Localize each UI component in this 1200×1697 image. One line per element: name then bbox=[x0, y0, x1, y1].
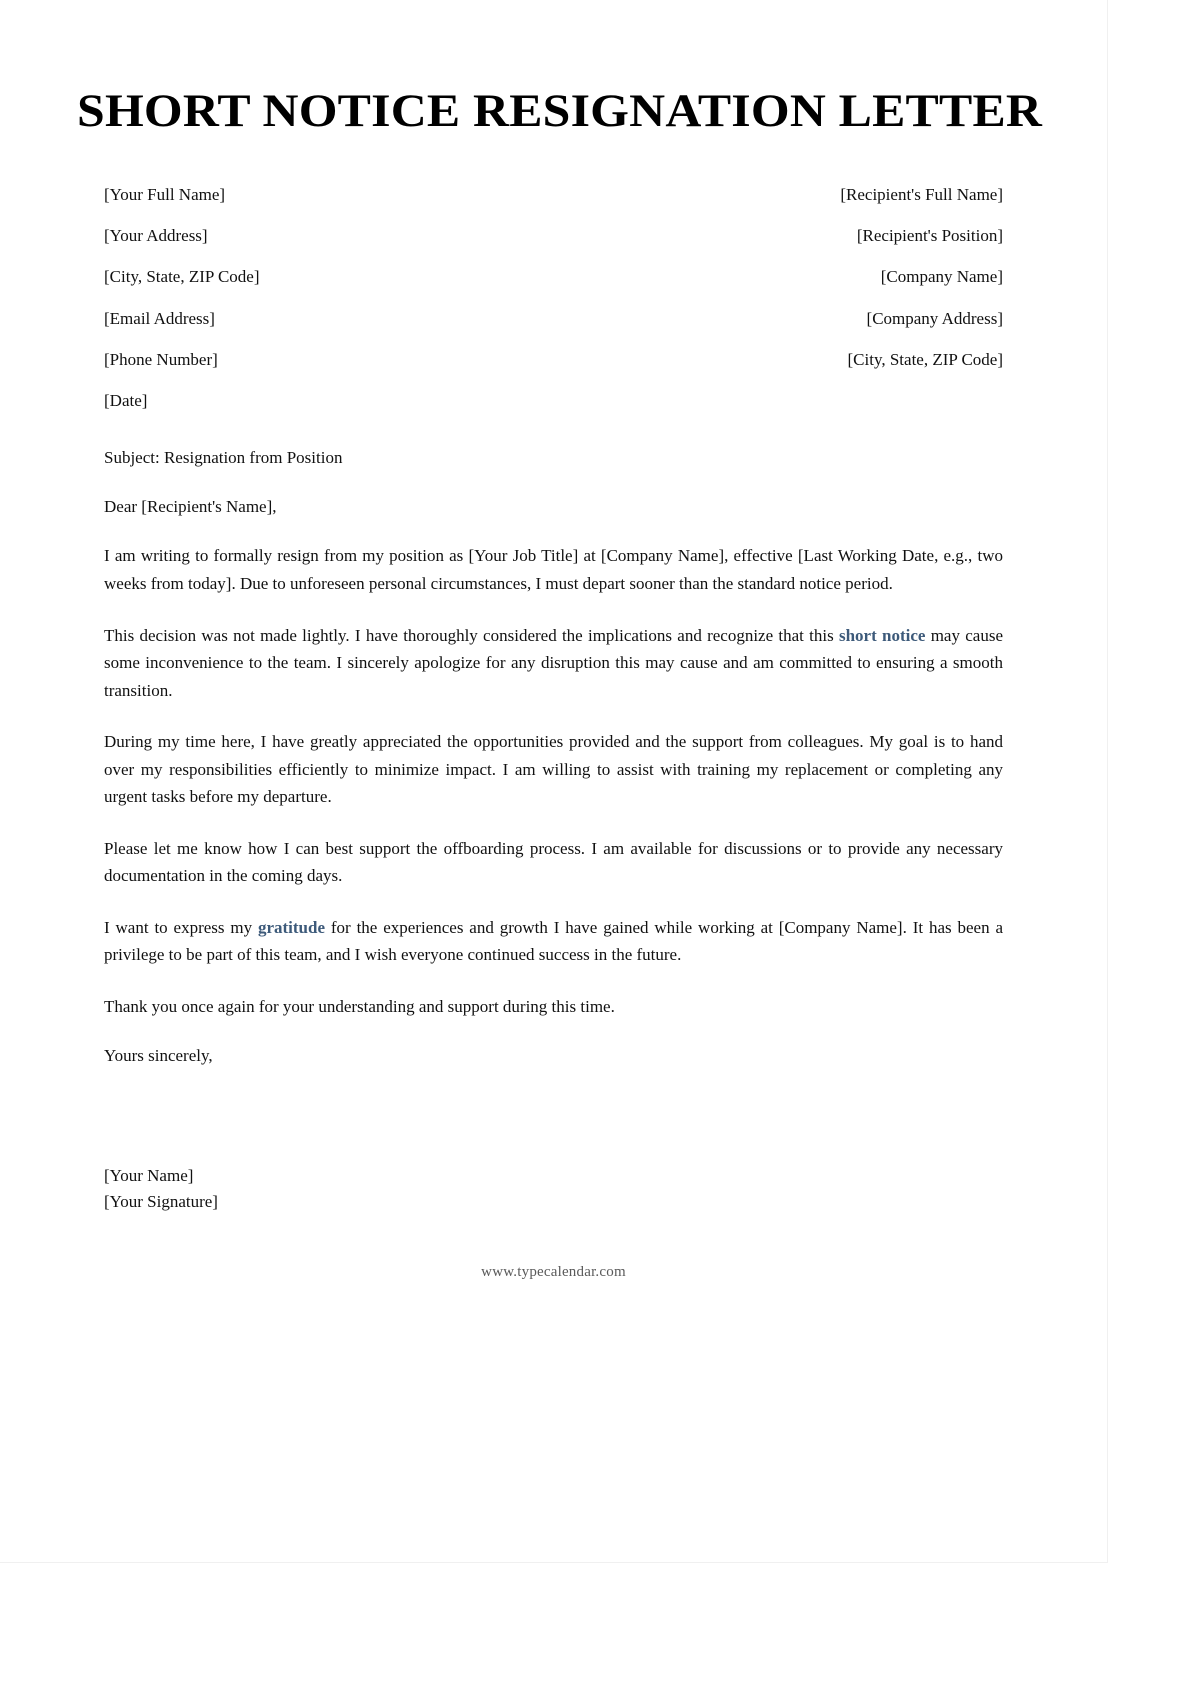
body-paragraph-3: During my time here, I have greatly appreciated the opportunities provided and the support from colleagues. My goal is to hand over my responsibilities efficiently to minimize impact. I am willing to assist with training my replacement or completing any urgent tasks before my departure. bbox=[104, 732, 1003, 807]
body-paragraph-1: I am writing to formally resign from my position as [Your Job Title] at [Company Name], effective [Last Working Date, e.g., two weeks from today]. Due to unforeseen personal circumstances, I must depart sooner than the standard notice period. bbox=[104, 546, 1003, 593]
body-paragraph-6: Thank you once again for your understanding and support during this time. bbox=[104, 996, 615, 1016]
sender-date: [Date] bbox=[104, 391, 148, 410]
address-row bbox=[104, 390, 1003, 411]
address-row bbox=[104, 266, 1003, 287]
recipient-company-name: [Company Name] bbox=[880, 267, 1003, 287]
sender-phone: [Phone Number] bbox=[104, 349, 218, 369]
paragraph-2-text-before: This decision was not made lightly. I have thoroughly considered the implications and recognize that this bbox=[104, 625, 839, 645]
sender-address: [Your Address] bbox=[104, 226, 208, 245]
address-row bbox=[104, 184, 1003, 205]
recipient-city-state-zip: [City, State, ZIP Code] bbox=[847, 349, 1003, 369]
body-paragraph-5 bbox=[104, 914, 1003, 969]
page-title: SHORT NOTICE RESIGNATION LETTER bbox=[77, 85, 1043, 137]
paragraph-5-text-before: I want to express my bbox=[104, 917, 258, 937]
sender-email: [Email Address] bbox=[104, 308, 215, 328]
subject-line: Subject: Resignation from Position bbox=[104, 448, 343, 468]
sender-city-state-zip: [City, State, ZIP Code] bbox=[104, 267, 260, 287]
closing-line: Yours sincerely, bbox=[104, 1046, 213, 1066]
body-paragraph-4: Please let me know how I can best support the offboarding process. I am available for discussions or to provide any necessary documentation in the coming days. bbox=[104, 838, 1003, 886]
address-block bbox=[104, 184, 1003, 412]
highlight-gratitude: gratitude bbox=[257, 917, 326, 937]
paragraph-2-text-after: may cause some inconvenience to the team. I sincerely apologize for any disruption this may cause and am committed to ensuring a smooth transition. bbox=[104, 625, 1003, 700]
recipient-position: [Recipient's Position] bbox=[856, 226, 1003, 245]
address-row bbox=[104, 349, 1003, 370]
footer-url: www.typecalendar.com bbox=[481, 1264, 626, 1281]
sender-full-name: [Your Full Name] bbox=[104, 184, 226, 204]
signature-label: [Your Signature] bbox=[104, 1191, 218, 1211]
paragraph-5-text-after: for the experiences and growth I have gained while working at [Company Name]. It has been a privilege to be part of this team, and I wish everyone continued success in the future. bbox=[104, 917, 1003, 965]
address-row bbox=[104, 308, 1003, 329]
highlight-short-notice: short notice bbox=[838, 625, 926, 645]
signature-space bbox=[104, 1067, 1003, 1163]
recipient-full-name: [Recipient's Full Name] bbox=[840, 184, 1003, 204]
address-row bbox=[104, 225, 1003, 246]
signature-name: [Your Name] bbox=[104, 1166, 194, 1186]
body-paragraph-2 bbox=[104, 622, 1003, 705]
salutation: Dear [Recipient's Name], bbox=[104, 497, 277, 517]
recipient-company-address: [Company Address] bbox=[866, 308, 1003, 328]
